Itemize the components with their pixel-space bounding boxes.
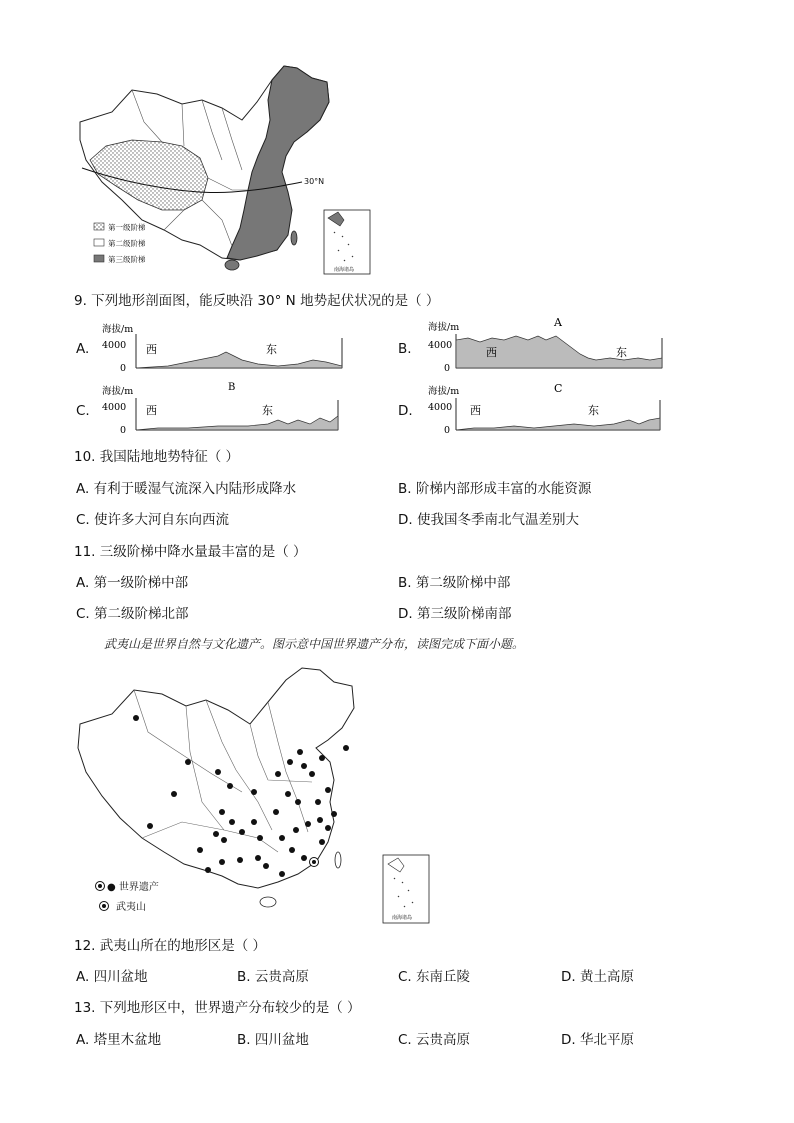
profile-d-west: 西 bbox=[470, 404, 481, 417]
q10-option-b[interactable]: B. 阶梯内部形成丰富的水能资源 bbox=[398, 481, 592, 497]
latitude-label: 30°N bbox=[304, 177, 325, 186]
hainan-island-2 bbox=[260, 897, 276, 907]
profile-d-marker: C bbox=[554, 382, 563, 395]
inset-label: 南海诸岛 bbox=[334, 267, 355, 273]
hainan-island bbox=[225, 260, 239, 270]
q9-profile-c[interactable] bbox=[98, 380, 348, 438]
inset-label-2: 南海诸岛 bbox=[392, 915, 413, 921]
question-12-stem: 12. 武夷山所在的地形区是（ ） bbox=[74, 938, 267, 954]
q9-option-a-letter[interactable]: A. bbox=[76, 341, 90, 357]
profile-c-ylabel: 海拔/m bbox=[102, 386, 134, 397]
q13-option-c[interactable]: C. 云贵高原 bbox=[398, 1032, 471, 1048]
q13-option-b[interactable]: B. 四川盆地 bbox=[237, 1032, 309, 1048]
q10-option-c[interactable]: C. 使许多大河自东向西流 bbox=[76, 512, 230, 528]
profile-c-terrain bbox=[136, 416, 338, 430]
legend-second-step: 第二级阶梯 bbox=[108, 239, 146, 248]
profile-a-west: 西 bbox=[146, 343, 157, 356]
q10-option-d[interactable]: D. 使我国冬季南北气温差别大 bbox=[398, 512, 579, 528]
heritage-map bbox=[72, 662, 392, 927]
legend-swatch-first-step bbox=[94, 223, 104, 230]
legend-third-step: 第三级阶梯 bbox=[108, 255, 146, 264]
taiwan-island bbox=[291, 231, 297, 245]
q9-option-b-letter[interactable]: B. bbox=[398, 341, 412, 357]
profile-d-ylabel: 海拔/m bbox=[428, 386, 460, 397]
profile-b-ylabel: 海拔/m bbox=[428, 322, 460, 333]
profile-b-west: 西 bbox=[486, 346, 497, 359]
question-13-stem: 13. 下列地形区中，世界遗产分布较少的是（ ） bbox=[74, 1000, 361, 1016]
profile-a-tick-low: 0 bbox=[120, 363, 127, 374]
profile-a-east: 东 bbox=[266, 343, 277, 356]
legend-swatch-third-step bbox=[94, 255, 104, 262]
profile-a-tick-high: 4000 bbox=[102, 340, 127, 351]
q11-option-c[interactable]: C. 第二级阶梯北部 bbox=[76, 606, 189, 622]
q9-option-d-letter[interactable]: D. bbox=[398, 403, 413, 419]
question-11-stem: 11. 三级阶梯中降水量最丰富的是（ ） bbox=[74, 544, 307, 560]
profile-b-tick-high: 4000 bbox=[428, 340, 453, 351]
q11-option-a[interactable]: A. 第一级阶梯中部 bbox=[76, 575, 189, 591]
q13-option-d[interactable]: D. 华北平原 bbox=[561, 1032, 634, 1048]
south-china-sea-inset-2 bbox=[382, 854, 430, 924]
profile-d-east: 东 bbox=[588, 404, 599, 417]
question-10-stem: 10. 我国陆地地势特征（ ） bbox=[74, 449, 240, 465]
profile-c-tick-high: 4000 bbox=[102, 402, 127, 413]
profile-b-east: 东 bbox=[616, 346, 627, 359]
profile-d-tick-low: 0 bbox=[444, 425, 451, 436]
passage-intro: 武夷山是世界自然与文化遗产。图示意中国世界遗产分布，读图完成下面小题。 bbox=[104, 637, 525, 651]
profile-d-terrain bbox=[456, 418, 660, 430]
taiwan-island-2 bbox=[335, 852, 341, 868]
profile-a-terrain bbox=[136, 352, 342, 368]
q13-option-a[interactable]: A. 塔里木盆地 bbox=[76, 1032, 162, 1048]
profile-c-tick-low: 0 bbox=[120, 425, 127, 436]
profile-c-marker: B bbox=[228, 382, 236, 393]
q12-option-b[interactable]: B. 云贵高原 bbox=[237, 969, 309, 985]
legend-first-step: 第一级阶梯 bbox=[108, 223, 146, 232]
question-9-stem: 9. 下列地形剖面图，能反映沿 30° N 地势起伏状况的是（ ） bbox=[74, 293, 440, 309]
q12-option-a[interactable]: A. 四川盆地 bbox=[76, 969, 148, 985]
q11-option-d[interactable]: D. 第三级阶梯南部 bbox=[398, 606, 512, 622]
terrain-steps-map bbox=[72, 60, 382, 282]
profile-d-tick-high: 4000 bbox=[428, 402, 453, 413]
q9-profile-b[interactable] bbox=[424, 314, 669, 376]
q12-option-d[interactable]: D. 黄土高原 bbox=[561, 969, 634, 985]
china-outline-2 bbox=[78, 668, 354, 888]
profile-c-east: 东 bbox=[262, 404, 273, 417]
profile-a-ylabel: 海拔/m bbox=[102, 324, 134, 335]
wuyishan-marker bbox=[310, 858, 319, 867]
legend-swatch-second-step bbox=[94, 239, 104, 246]
profile-b-marker: A bbox=[554, 316, 562, 329]
q10-option-a[interactable]: A. 有利于暖湿气流深入内陆形成降水 bbox=[76, 481, 297, 497]
q11-option-b[interactable]: B. 第二级阶梯中部 bbox=[398, 575, 511, 591]
terrain-steps-map-svg bbox=[72, 60, 382, 282]
q12-option-c[interactable]: C. 东南丘陵 bbox=[398, 969, 471, 985]
legend-wuyishan: 武夷山 bbox=[116, 902, 146, 913]
profile-b-tick-low: 0 bbox=[444, 363, 451, 374]
legend-heritage: ● 世界遗产 bbox=[107, 882, 159, 893]
q9-option-c-letter[interactable]: C. bbox=[76, 403, 90, 419]
q9-profile-d[interactable] bbox=[424, 378, 669, 438]
q9-profile-a[interactable] bbox=[98, 320, 348, 376]
profile-c-west: 西 bbox=[146, 404, 157, 417]
